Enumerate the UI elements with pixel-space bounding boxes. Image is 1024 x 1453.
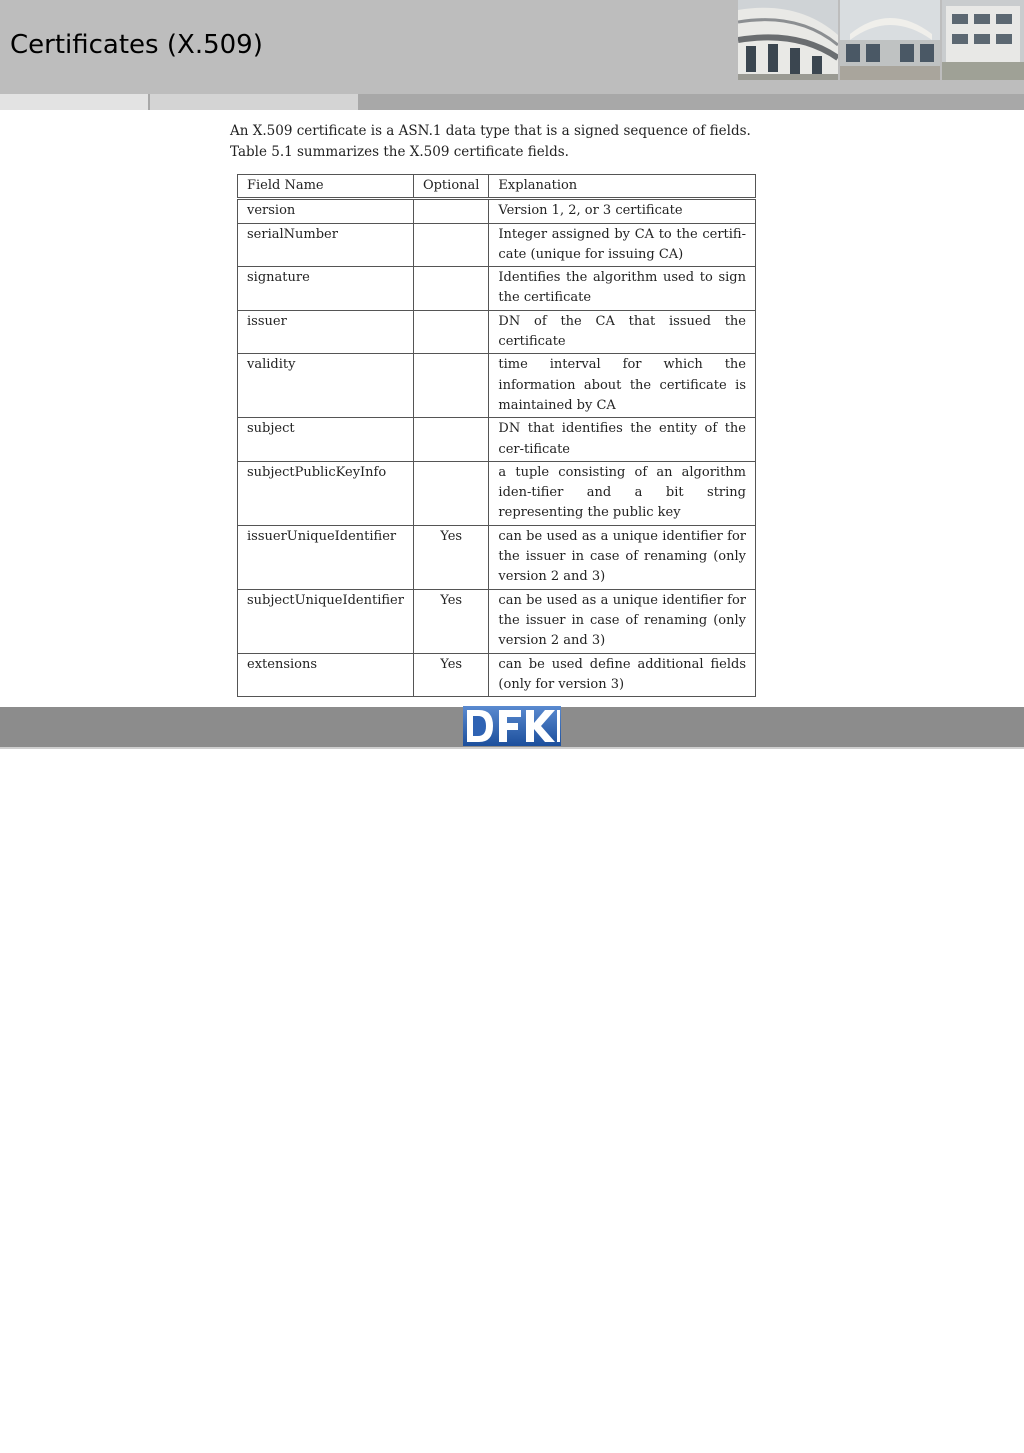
optional-cell: Yes	[413, 525, 488, 589]
explanation-cell: DN of the CA that issued the certificate	[489, 310, 756, 354]
certificate-fields-table	[237, 174, 756, 697]
header-photos	[738, 0, 1024, 80]
optional-cell	[413, 267, 488, 311]
building-photo-3	[942, 0, 1024, 80]
intro-paragraph: An X.509 certificate is a ASN.1 data type that is a signed sequence of fields. Table 5.1 summarizes the X.509 certificate fields.	[230, 123, 751, 160]
strip-segment	[150, 94, 358, 110]
optional-cell	[413, 418, 488, 462]
table-header-row	[238, 175, 756, 199]
org-line-2: Artificial Intelligence	[765, 1437, 893, 1452]
explanation-cell: can be used as a unique identifier for the issuer in case of renaming (only version 2 and 3)	[489, 589, 756, 653]
header-strip	[0, 94, 1024, 110]
table-row	[238, 354, 756, 418]
optional-cell	[413, 354, 488, 418]
explanation-cell: time interval for which the information about the certificate is maintained by CA	[489, 354, 756, 418]
dfki-logo-icon	[463, 706, 561, 746]
table-row	[238, 653, 756, 697]
field-name-cell: issuerUniqueIdentifier	[238, 525, 414, 589]
field-name-cell: validity	[238, 354, 414, 418]
header-field-name: Field Name	[238, 175, 414, 199]
field-name-cell: subjectPublicKeyInfo	[238, 461, 414, 525]
optional-cell	[413, 310, 488, 354]
header-optional: Optional	[413, 175, 488, 199]
field-name-cell: issuer	[238, 310, 414, 354]
table-row	[238, 310, 756, 354]
optional-cell	[413, 199, 488, 223]
table-row	[238, 418, 756, 462]
explanation-cell: Version 1, 2, or 3 certificate	[489, 199, 756, 223]
footer-divider	[0, 747, 1024, 749]
building-photo-2	[840, 0, 940, 80]
optional-cell: Yes	[413, 589, 488, 653]
explanation-cell: Integer assigned by CA to the certifi-cate (unique for issuing CA)	[489, 223, 756, 267]
optional-cell	[413, 223, 488, 267]
building-photo-1	[738, 0, 838, 80]
strip-segment	[0, 94, 148, 110]
explanation-cell: can be used define additional fields (only for version 3)	[489, 653, 756, 697]
explanation-cell: Identifies the algorithm used to sign the certificate	[489, 267, 756, 311]
slide-header	[0, 0, 1024, 94]
table-row	[238, 267, 756, 311]
header-explanation: Explanation	[489, 175, 756, 199]
table-row	[238, 223, 756, 267]
field-name-cell: subjectUniqueIdentifier	[238, 589, 414, 653]
explanation-cell: a tuple consisting of an algorithm iden-tifier and a bit string representing the public key	[489, 461, 756, 525]
org-line-1: German Research Center for	[765, 1420, 943, 1435]
optional-cell: Yes	[413, 653, 488, 697]
field-name-cell: serialNumber	[238, 223, 414, 267]
field-name-cell: signature	[238, 267, 414, 311]
slide-title: Certificates (X.509)	[10, 30, 263, 60]
table-row	[238, 199, 756, 223]
optional-cell	[413, 461, 488, 525]
table-row	[238, 589, 756, 653]
organization-name	[765, 1419, 942, 1453]
table-row	[238, 461, 756, 525]
explanation-cell: can be used as a unique identifier for the issuer in case of renaming (only version 2 and 3)	[489, 525, 756, 589]
field-name-cell: subject	[238, 418, 414, 462]
explanation-cell: DN that identifies the entity of the cer-tificate	[489, 418, 756, 462]
field-name-cell: extensions	[238, 653, 414, 697]
table-row	[238, 525, 756, 589]
field-name-cell: version	[238, 199, 414, 223]
